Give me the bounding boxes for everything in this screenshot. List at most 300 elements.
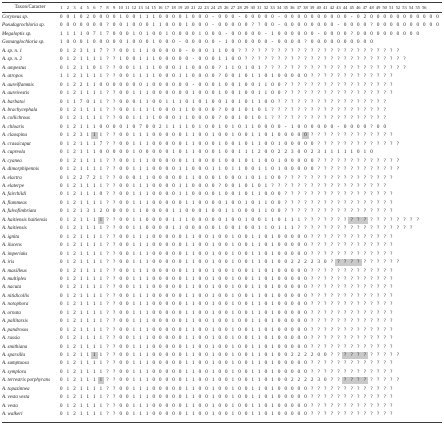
state-cell: ?: [310, 327, 314, 333]
state-cell: ?: [337, 386, 340, 392]
state-cell: 0: [159, 344, 162, 350]
state-cell: ?: [357, 175, 360, 181]
state-cell: 0: [357, 124, 360, 130]
state-cell: ?: [390, 344, 393, 350]
state-cell: 1: [99, 167, 103, 173]
state-cell: 1: [258, 65, 261, 71]
state-cell: ?: [310, 361, 314, 367]
state-cell: 1: [99, 327, 103, 333]
state-cell: 0: [60, 378, 63, 384]
state-cell: 0: [238, 336, 241, 342]
state-cell: 1: [99, 276, 103, 282]
state-cell: ?: [363, 310, 366, 316]
state-cell: 1: [277, 158, 281, 164]
state-cell: 0: [205, 40, 208, 46]
state-cell: 1: [132, 74, 136, 80]
state-cell: 1: [211, 386, 215, 392]
state-cell: ?: [383, 327, 386, 333]
state-cell: ?: [396, 57, 399, 63]
state-cell: 0: [172, 184, 175, 189]
state-cell: ?: [343, 251, 347, 257]
state-cell: 0: [126, 158, 129, 164]
state-cell: 1: [231, 336, 235, 342]
state-cell: 1: [139, 403, 142, 409]
state-cell: 1: [93, 200, 96, 206]
state-cell: ?: [376, 192, 380, 198]
state-cell: ?: [291, 48, 294, 54]
state-cell: 1: [86, 158, 89, 164]
state-cell: 0: [205, 226, 208, 232]
state-cell: 0: [297, 23, 301, 29]
character-number: 29: [243, 5, 249, 10]
state-cell: 0: [277, 74, 281, 80]
state-cell: ?: [106, 158, 109, 164]
state-cell: 0: [304, 293, 307, 299]
state-cell: ?: [350, 268, 353, 274]
state-cell: ?: [376, 167, 380, 173]
state-cell: ?: [350, 226, 353, 232]
state-cell: 1: [93, 48, 96, 54]
state-cell: 0: [291, 23, 294, 29]
state-cell: 0: [119, 327, 122, 333]
state-cell: 0: [178, 175, 182, 181]
state-cell: 1: [238, 74, 241, 80]
state-cell: 1: [145, 158, 149, 164]
state-cell: ?: [291, 65, 294, 71]
state-cell: 1: [211, 361, 215, 367]
state-cell: 1: [66, 116, 70, 122]
state-cell: 1: [139, 99, 142, 105]
state-cell: 0: [363, 23, 367, 29]
state-cell: ?: [330, 243, 333, 249]
state-cell: 0: [159, 40, 162, 46]
state-cell: ?: [357, 57, 360, 63]
state-cell: 1: [211, 378, 215, 384]
state-cell: 0: [238, 310, 241, 316]
state-cell: 1: [132, 243, 136, 249]
state-cell: ?: [363, 99, 366, 105]
state-cell: 0: [198, 209, 202, 215]
state-cell: 0: [244, 268, 248, 274]
state-cell: 1: [231, 133, 235, 139]
state-cell: ?: [370, 175, 373, 181]
state-cell: 0: [218, 386, 221, 392]
state-cell: 0: [225, 395, 228, 401]
state-cell: 1: [139, 344, 142, 350]
state-cell: 0: [264, 386, 268, 392]
state-cell: ?: [383, 361, 386, 367]
state-cell: ?: [350, 200, 353, 206]
state-cell: 0: [172, 285, 175, 291]
state-cell: 0: [304, 285, 307, 291]
state-cell: ?: [106, 310, 109, 316]
state-cell: 1: [172, 124, 175, 130]
state-cell: 1: [139, 336, 142, 342]
state-cell: 3: [86, 209, 89, 215]
state-cell: 0: [238, 344, 241, 350]
state-cell: 0: [238, 386, 241, 392]
state-cell: 1: [60, 31, 63, 37]
state-cell: 0: [198, 158, 202, 164]
state-cell: 7: [99, 48, 103, 54]
state-cell: 0: [119, 336, 122, 342]
state-cell: 0: [205, 251, 208, 257]
state-cell: ?: [317, 302, 320, 308]
state-cell: 0: [297, 361, 301, 367]
state-cell: 0: [244, 234, 248, 240]
state-cell: ?: [330, 48, 333, 54]
character-number: 47: [362, 5, 368, 10]
state-cell: 0: [198, 116, 202, 122]
state-cell: 0: [126, 192, 129, 198]
state-cell: 0: [277, 327, 281, 333]
state-cell: 1: [93, 361, 96, 367]
state-cell: 0: [159, 243, 162, 249]
state-cell: 0: [132, 40, 136, 46]
state-cell: ?: [357, 141, 360, 147]
state-cell: 0: [60, 158, 63, 164]
state-cell: 1: [192, 386, 195, 392]
state-cell: 0: [60, 386, 63, 392]
state-cell: 1: [258, 361, 261, 367]
state-cell: 1: [271, 268, 274, 274]
state-cell: ?: [350, 57, 353, 63]
state-cell: 0: [198, 200, 202, 206]
state-cell: ?: [330, 91, 333, 97]
state-cell: 1: [185, 403, 188, 409]
state-cell: 0: [119, 276, 122, 282]
state-cell: 1: [66, 276, 70, 282]
state-cell: 0: [244, 74, 248, 80]
state-cell: ?: [330, 65, 333, 71]
state-cell: 0: [126, 91, 129, 97]
state-cell: 2: [73, 133, 76, 139]
state-cell: 1: [99, 200, 103, 206]
state-cell: 1: [139, 91, 142, 97]
state-cell: 1: [264, 91, 268, 97]
state-cell: 0: [152, 412, 155, 418]
state-cell: ?: [370, 48, 373, 54]
state-cell: 0: [178, 200, 182, 206]
state-cell: 0: [225, 141, 228, 147]
state-cell: ?: [337, 65, 340, 71]
state-cell: 0: [304, 15, 307, 20]
state-cell: 1: [258, 141, 261, 147]
state-cell: 1: [79, 116, 83, 122]
state-cell: ?: [370, 378, 373, 384]
state-cell: ?: [304, 226, 307, 232]
state-cell: 1: [258, 158, 261, 164]
state-cell: 1: [192, 268, 195, 274]
state-cell: 0: [231, 99, 235, 105]
state-cell: 0: [185, 82, 188, 88]
state-cell: 0: [159, 319, 162, 325]
state-cell: 1: [93, 82, 96, 88]
state-cell: ?: [350, 344, 353, 350]
state-cell: 1: [185, 158, 188, 164]
state-cell: 0: [284, 268, 287, 274]
state-cell: 0: [271, 150, 274, 156]
state-cell: ?: [251, 48, 254, 54]
state-cell: 0: [225, 116, 228, 122]
state-cell: 0: [225, 319, 228, 325]
state-cell: 1: [271, 378, 274, 384]
state-cell: 0: [231, 91, 235, 97]
state-cell: -: [192, 57, 195, 63]
state-cell: 0: [119, 361, 122, 367]
state-cell: 0: [291, 361, 294, 367]
state-cell: 0: [231, 158, 235, 164]
state-cell: 0: [172, 293, 175, 299]
state-cell: 0: [99, 150, 103, 156]
state-cell: 1: [244, 65, 248, 71]
state-cell: -: [284, 124, 287, 130]
state-cell: ?: [383, 74, 386, 80]
state-cell: 0: [284, 293, 287, 299]
state-cell: ?: [357, 158, 360, 164]
state-cell: ?: [350, 99, 353, 105]
state-cell: ?: [343, 327, 347, 333]
state-cell: 1: [99, 133, 103, 139]
state-cell: ?: [310, 285, 314, 291]
state-cell: 1: [192, 378, 195, 384]
state-cell: 0: [264, 395, 268, 401]
state-cell: 1: [99, 369, 103, 375]
state-cell: 0: [159, 234, 162, 240]
state-cell: 1: [185, 369, 188, 375]
state-cell: 0: [436, 23, 439, 29]
state-cell: 1: [86, 82, 89, 88]
state-cell: 0: [172, 31, 175, 37]
character-number: 46: [356, 5, 361, 10]
state-cell: ?: [112, 167, 116, 173]
state-cell: ?: [324, 412, 327, 418]
state-cell: ?: [244, 48, 248, 54]
state-cell: ?: [390, 268, 393, 274]
state-cell: ?: [337, 226, 340, 232]
state-cell: ?: [324, 158, 327, 164]
state-cell: 1: [218, 57, 221, 63]
state-cell: 3: [317, 378, 320, 384]
state-cell: 0: [264, 319, 268, 325]
state-cell: 1: [192, 276, 195, 282]
state-cell: 0: [218, 369, 221, 375]
state-cell: 0: [225, 293, 228, 299]
state-cell: 0: [231, 184, 235, 189]
state-cell: 0: [211, 57, 215, 63]
state-cell: 0: [198, 192, 202, 198]
state-cell: 1: [211, 344, 215, 350]
state-cell: 0: [60, 293, 63, 299]
state-cell: 1: [86, 412, 89, 418]
state-cell: 0: [297, 141, 301, 147]
state-cell: 1: [66, 403, 70, 409]
state-cell: ?: [284, 184, 287, 189]
state-cell: ?: [363, 133, 366, 139]
state-cell: 1: [99, 91, 103, 97]
state-cell: 0: [225, 133, 228, 139]
state-cell: 1: [231, 302, 235, 308]
state-cell: ?: [271, 184, 274, 189]
state-cell: ?: [324, 276, 327, 282]
state-cell: 0: [119, 200, 122, 206]
state-cell: 0: [310, 167, 314, 173]
state-cell: 1: [258, 293, 261, 299]
state-cell: 1: [205, 209, 208, 215]
state-cell: ?: [350, 133, 353, 139]
state-cell: 1: [258, 99, 261, 105]
state-cell: ?: [330, 293, 333, 299]
state-cell: 2: [73, 91, 76, 97]
state-cell: 1: [271, 234, 274, 240]
state-cell: 1: [132, 395, 136, 401]
state-cell: 1: [251, 124, 254, 130]
state-cell: 0: [343, 40, 347, 46]
state-cell: 1: [126, 124, 129, 130]
state-cell: 0: [198, 378, 202, 384]
state-cell: 0: [192, 40, 195, 46]
state-cell: 1: [178, 124, 182, 130]
state-cell: ?: [337, 319, 340, 325]
state-cell: 0: [152, 31, 155, 37]
state-cell: ?: [337, 353, 340, 358]
state-cell: ?: [106, 285, 109, 291]
state-cell: ?: [324, 200, 327, 206]
state-cell: 0: [277, 386, 281, 392]
state-cell: 1: [93, 378, 96, 384]
state-cell: ?: [357, 285, 360, 291]
state-cell: ?: [291, 200, 294, 206]
state-cell: ?: [106, 23, 109, 29]
state-cell: 1: [231, 378, 235, 384]
state-cell: ?: [218, 184, 221, 189]
state-cell: ?: [297, 107, 300, 113]
state-cell: 0: [350, 40, 353, 46]
state-cell: ?: [376, 158, 380, 164]
state-cell: 1: [79, 74, 83, 80]
taxon-name: Pseudagrochloria sp.: [2, 23, 45, 29]
state-cell: 2: [73, 150, 76, 156]
state-cell: 1: [99, 74, 103, 80]
state-cell: 0: [172, 158, 175, 164]
taxon-character-header: Taxon/Caracter: [14, 5, 46, 10]
state-cell: 0: [284, 31, 287, 37]
state-cell: 1: [79, 158, 83, 164]
state-cell: 0: [218, 293, 221, 299]
state-cell: ?: [363, 293, 366, 299]
state-cell: 1: [145, 319, 149, 325]
state-cell: 1: [93, 276, 96, 282]
state-cell: ?: [310, 293, 314, 299]
state-cell: 0: [126, 65, 129, 71]
state-cell: 1: [258, 234, 261, 240]
state-cell: 0: [119, 167, 122, 173]
state-cell: 0: [297, 327, 301, 333]
state-cell: 0: [126, 369, 129, 375]
state-cell: ?: [337, 82, 340, 88]
state-cell: 0: [139, 31, 142, 37]
state-cell: 0: [297, 319, 301, 325]
state-cell: ?: [370, 353, 373, 358]
state-cell: 1: [218, 48, 221, 54]
state-cell: ?: [383, 141, 386, 147]
state-cell: 1: [132, 336, 136, 342]
state-cell: ?: [403, 65, 406, 71]
state-cell: ?: [297, 226, 300, 232]
state-cell: 0: [198, 285, 202, 291]
state-cell: 0: [178, 276, 182, 282]
state-cell: 0: [60, 234, 63, 240]
state-cell: ?: [376, 293, 380, 299]
state-cell: 0: [165, 369, 169, 375]
state-cell: 0: [198, 336, 202, 342]
state-cell: 0: [119, 251, 122, 257]
state-cell: ?: [390, 226, 393, 232]
state-cell: ?: [342, 259, 349, 266]
state-cell: 1: [145, 243, 149, 249]
state-cell: 0: [225, 386, 228, 392]
state-cell: 0: [211, 184, 215, 189]
state-cell: 2: [73, 412, 76, 418]
state-cell: 0: [211, 99, 215, 105]
state-cell: ?: [324, 386, 327, 392]
state-cell: ?: [330, 192, 333, 198]
character-number: 39: [309, 5, 315, 10]
state-cell: ?: [112, 133, 116, 139]
state-cell: 2: [291, 378, 294, 384]
state-cell: 0: [297, 150, 301, 156]
state-cell: ?: [370, 260, 373, 266]
state-cell: ?: [106, 107, 109, 113]
state-cell: ?: [337, 209, 340, 215]
state-cell: 1: [79, 209, 83, 215]
state-cell: ?: [383, 133, 386, 139]
state-cell: 0: [145, 150, 149, 156]
state-cell: 0: [119, 260, 122, 266]
state-cell: ?: [348, 377, 355, 384]
state-cell: 0: [172, 353, 175, 358]
state-cell: ?: [291, 107, 294, 113]
state-cell: 1: [172, 99, 175, 105]
state-cell: ?: [390, 302, 393, 308]
state-cell: 0: [60, 251, 63, 257]
state-cell: ?: [112, 200, 116, 206]
state-cell: 0: [119, 378, 122, 384]
state-cell: 0: [165, 386, 169, 392]
state-cell: ?: [363, 184, 366, 189]
character-number: 20: [184, 5, 189, 10]
state-cell: 1: [251, 99, 254, 105]
state-cell: 0: [258, 40, 261, 46]
state-cell: 0: [205, 285, 208, 291]
state-cell: ?: [304, 82, 307, 88]
state-cell: 1: [258, 369, 261, 375]
state-cell: ?: [317, 99, 320, 105]
state-cell: 0: [205, 344, 208, 350]
state-cell: ?: [317, 141, 320, 147]
state-cell: 0: [159, 285, 162, 291]
state-cell: 1: [251, 353, 254, 358]
state-cell: 0: [244, 192, 248, 198]
character-number: 53: [402, 5, 407, 10]
state-cell: 0: [244, 293, 248, 299]
state-cell: ?: [370, 141, 373, 147]
state-cell: 0: [60, 141, 63, 147]
state-cell: 0: [178, 91, 182, 97]
state-cell: ?: [330, 285, 333, 291]
state-cell: ?: [370, 192, 373, 198]
state-cell: ?: [218, 65, 221, 71]
